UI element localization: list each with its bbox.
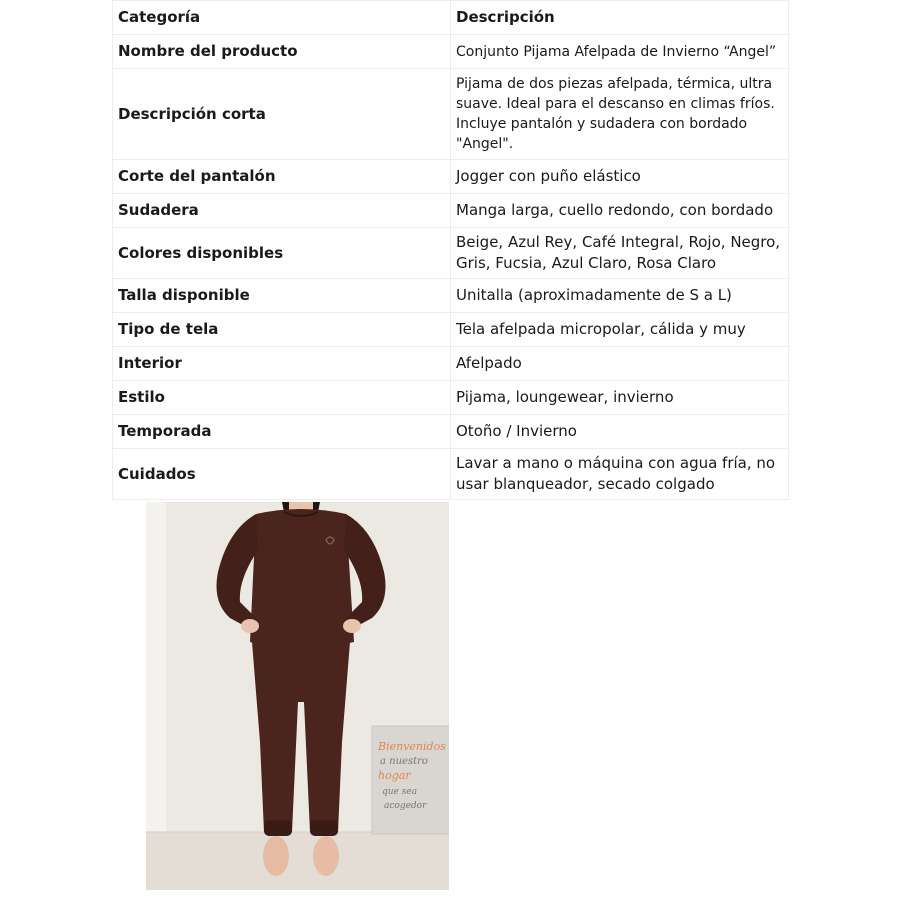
foot-right bbox=[313, 836, 339, 876]
row-value: Manga larga, cuello redondo, con bordado bbox=[456, 201, 774, 219]
row-value: Unitalla (aproximadamente de S a L) bbox=[451, 279, 789, 313]
row-label: Colores disponibles bbox=[113, 228, 451, 279]
sign-board bbox=[372, 726, 449, 834]
table-row bbox=[113, 69, 789, 160]
table-row bbox=[113, 415, 789, 449]
table-header-row bbox=[113, 1, 789, 35]
row-label: Nombre del producto bbox=[113, 35, 451, 69]
table-row bbox=[113, 194, 789, 228]
row-value: Beige, Azul Rey, Café Integral, Rojo, Negro, Gris, Fucsia, Azul Claro, Rosa Claro bbox=[451, 228, 789, 279]
row-value: Tela afelpada micropolar, cálida y muy bbox=[451, 313, 789, 347]
row-label: Tipo de tela bbox=[113, 313, 451, 347]
product-spec-table bbox=[112, 0, 789, 500]
table-row bbox=[113, 228, 789, 279]
row-value: Lavar a mano o máquina con agua fría, no usar blanqueador, secado colgado bbox=[451, 449, 789, 500]
svg-text:que sea: que sea bbox=[382, 787, 418, 797]
table-row bbox=[113, 160, 789, 194]
row-value: Afelpado bbox=[451, 347, 789, 381]
sweatshirt bbox=[250, 509, 354, 648]
pajama-model-illustration bbox=[146, 502, 449, 890]
header-category: Categoría bbox=[113, 1, 451, 35]
table-row bbox=[113, 381, 789, 415]
table-row bbox=[113, 347, 789, 381]
hand-left bbox=[241, 619, 259, 633]
cuff-left bbox=[264, 820, 292, 836]
floor bbox=[146, 832, 449, 890]
row-label: Talla disponible bbox=[113, 279, 451, 313]
table-row bbox=[113, 449, 789, 500]
cuff-right bbox=[310, 820, 338, 836]
row-label: Descripción corta bbox=[113, 69, 451, 160]
row-value: Conjunto Pijama Afelpada de Invierno “Angel” bbox=[451, 35, 789, 69]
row-label: Corte del pantalón bbox=[113, 160, 451, 194]
row-label: Interior bbox=[113, 347, 451, 381]
row-value: Jogger con puño elástico bbox=[451, 160, 789, 194]
svg-text:acogedor: acogedor bbox=[384, 801, 427, 811]
table-row bbox=[113, 279, 789, 313]
row-label: Estilo bbox=[113, 381, 451, 415]
svg-text:hogar: hogar bbox=[378, 769, 411, 782]
svg-text:a nuestro: a nuestro bbox=[380, 756, 428, 767]
table-row bbox=[113, 313, 789, 347]
product-photo bbox=[146, 502, 449, 890]
table-row bbox=[113, 35, 789, 69]
row-value-cell bbox=[451, 194, 789, 228]
row-label: Sudadera bbox=[113, 194, 451, 228]
row-value: Pijama, loungewear, invierno bbox=[451, 381, 789, 415]
header-description: Descripción bbox=[451, 1, 789, 35]
hand-right bbox=[343, 619, 361, 633]
row-label: Cuidados bbox=[113, 449, 451, 500]
svg-text:Bienvenidos: Bienvenidos bbox=[378, 740, 446, 753]
row-value: Pijama de dos piezas afelpada, térmica, ultra suave. Ideal para el descanso en climas fríos. Incluye pantalón y sudadera con bordado "Angel". bbox=[451, 69, 789, 160]
foot-left bbox=[263, 836, 289, 876]
row-value: Otoño / Invierno bbox=[451, 415, 789, 449]
row-label: Temporada bbox=[113, 415, 451, 449]
